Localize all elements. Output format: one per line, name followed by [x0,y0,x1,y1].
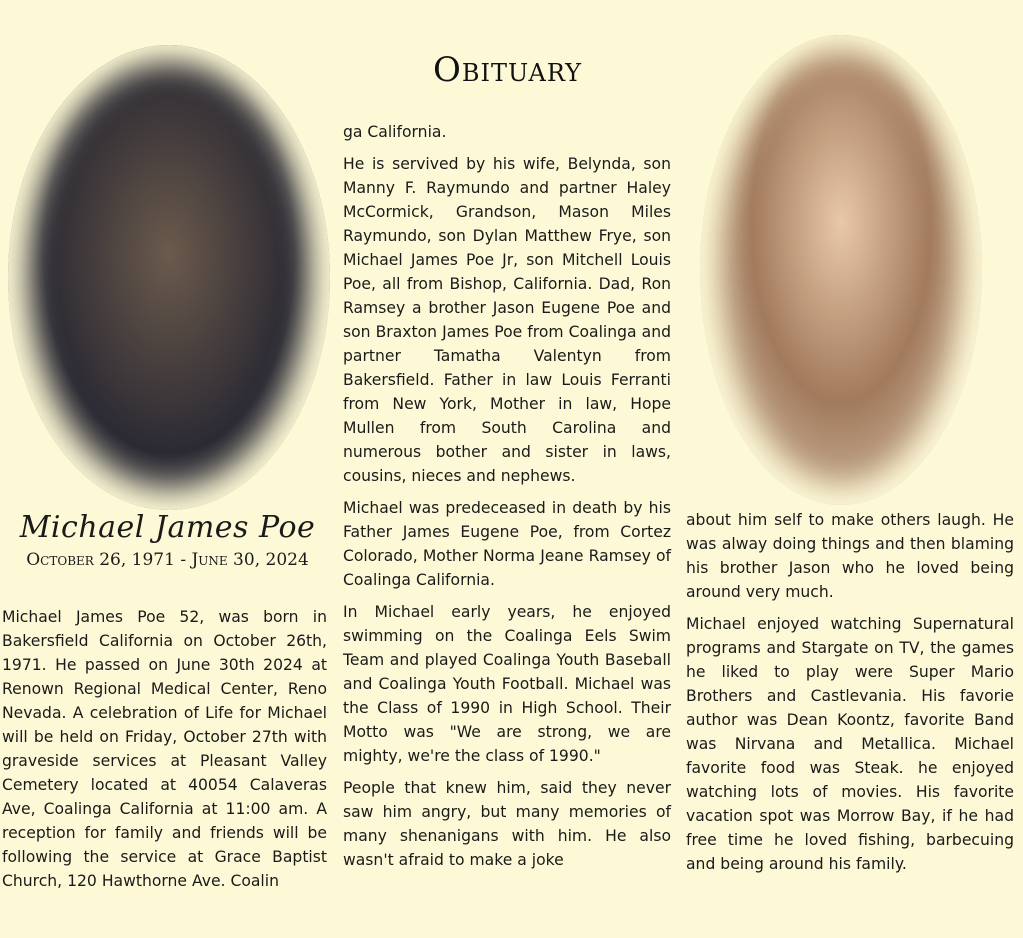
paragraph: Michael James Poe 52, was born in Bakersfield California on October 26th, 1971. He passed on June 30th 2024 at Renown Regional Medical Center, Reno Nevada. A celebration of Life for Michael will be held on Friday, October 27th with graveside services at Pleasant Valley Cemetery located at 40054 Calaveras Ave, Coalinga California at 11:00 am. A reception for family and friends will be following the service at Grace Baptist Church, 120 Hawthorne Ave. Coalin [2,608,327,890]
portrait-photo-smiling [700,35,982,505]
paragraph: Michael enjoyed watching Supernatural programs and Stargate on TV, the games he liked to play were Super Mario Brothers and Castlevania. His favorie author was Dean Koontz, favorite Band was Nirvana and Metallica. Michael favorite food was Steak. he enjoyed watching lots of movies. His favorite vacation spot was Morrow Bay, if he had free time he loved fishing, barbecuing and being around his family. [686,615,1014,873]
text-column-right [686,508,1014,884]
paragraph: ga California. [343,123,447,141]
deceased-name: Michael James Poe [19,510,316,545]
paragraph: about him self to make others laugh. He was alway doing things and then blaming his brother Jason who he loved being around very much. [686,511,1014,601]
portrait-photo-navy [8,45,330,510]
paragraph: People that knew him, said they never saw him angry, but many memories of many shenanigans with him. He also wasn't afraid to make a joke [343,779,671,869]
life-dates: October 26, 1971 - June 30, 2024 [26,550,309,570]
text-column-middle [343,120,671,880]
page-title: Obituary [433,50,582,90]
paragraph: Michael was predeceased in death by his Father James Eugene Poe, from Cortez Colorado, Mother Norma Jeane Ramsey of Coalinga California. [343,499,671,589]
text-column-left [2,605,327,901]
paragraph: In Michael early years, he enjoyed swimming on the Coalinga Eels Swim Team and played Coalinga Youth Baseball and Coalinga Youth Football. Michael was the Class of 1990 in High School. Their Motto was "We are strong, we are mighty, we're the class of 1990." [343,603,671,765]
paragraph: He is servived by his wife, Belynda, son Manny F. Raymundo and partner Haley McCormick, Grandson, Mason Miles Raymundo, son Dylan Matthew Frye, son Michael James Poe Jr, son Mitchell Louis Poe, all from Bishop, California. Dad, Ron Ramsey a brother Jason Eugene Poe and son Braxton James Poe from Coalinga and partner Tamatha Valentyn from Bakersfield. Father in law Louis Ferranti from New York, Mother in law, Hope Mullen from South Carolina and numerous bother and sister in laws, cousins, nieces and nephews. [343,155,671,485]
